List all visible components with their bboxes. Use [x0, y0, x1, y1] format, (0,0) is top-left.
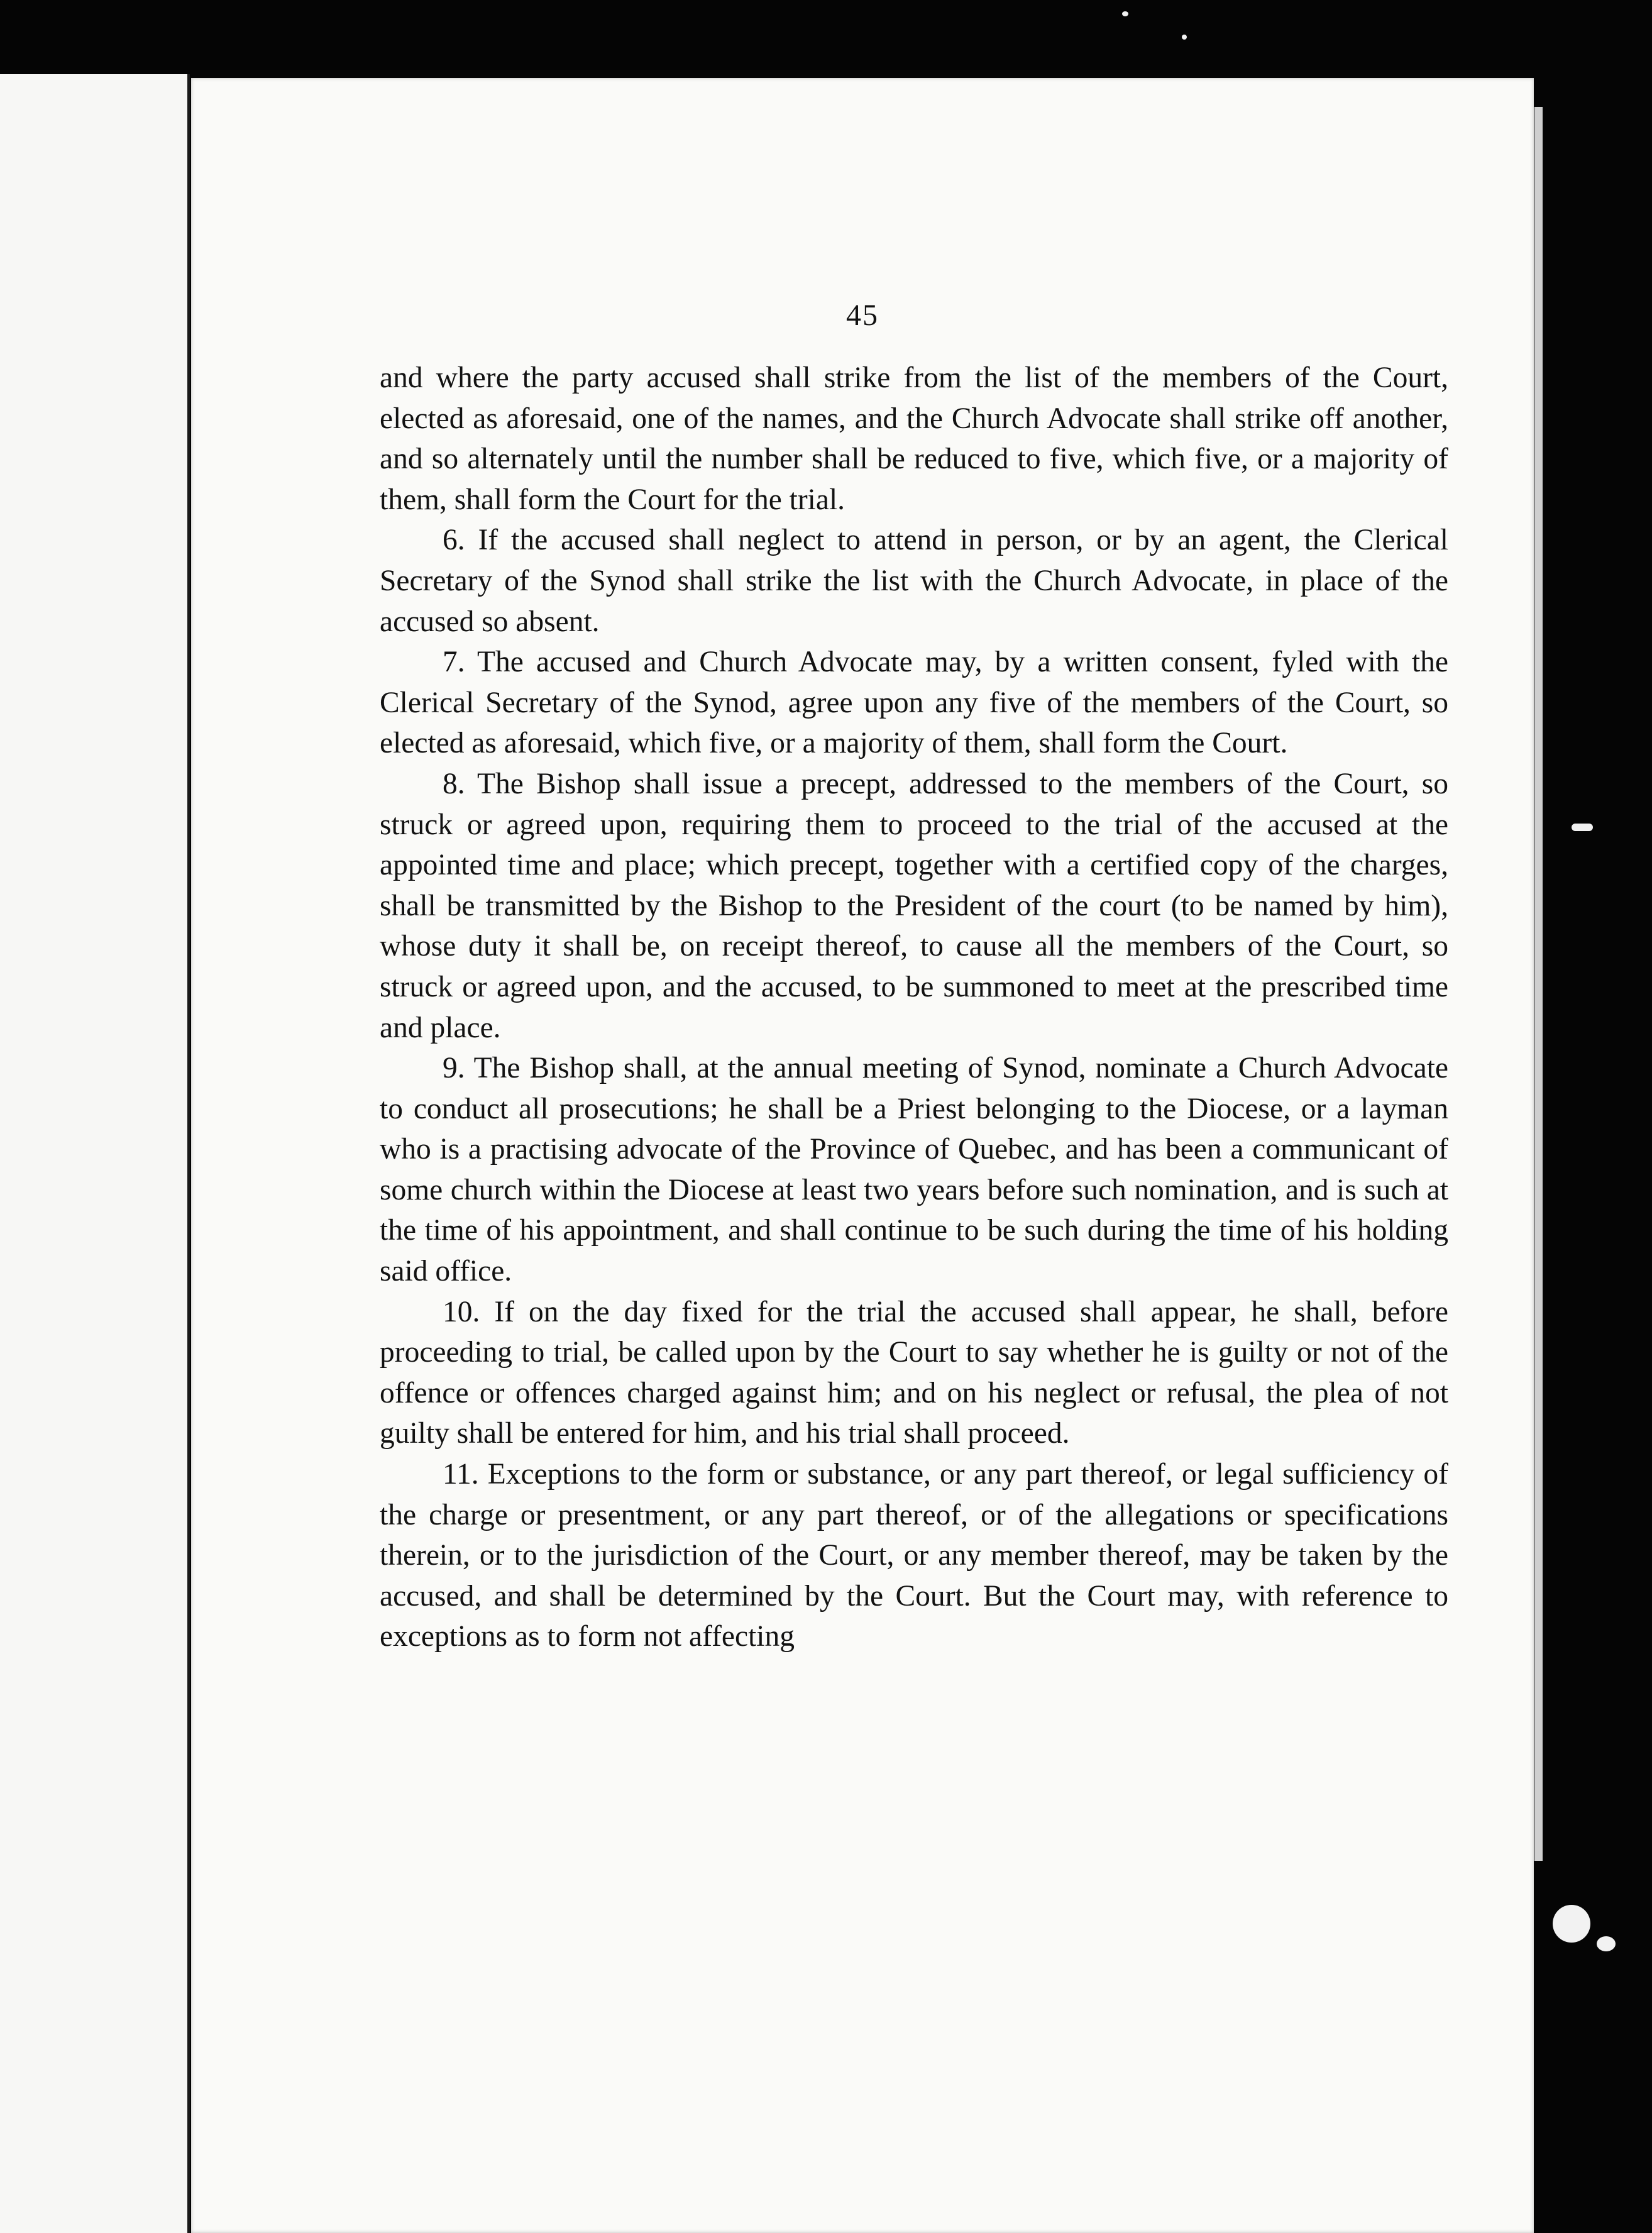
paragraph-7: 7. The accused and Church Advocate may, by a written consent, fyled with the Clerical Secretary of the Synod, agree upon any five of the members of the Court, so elected as aforesaid, which five, or a majority of them, shall form the Court. — [380, 646, 1448, 760]
film-speck — [1597, 1936, 1616, 1951]
paragraph-10: 10. If on the day fixed for the trial the accused shall appear, he shall, before proceeding to trial, be called upon by the Court to say whether he is guilty or not of the offence or offences charged against him; and on his neglect or refusal, the plea of not guilty shall be entered for him, and his trial shall proceed. — [380, 1295, 1448, 1450]
paragraph-11: 11. Exceptions to the form or substance, or any part thereof, or legal sufficiency of the charge or presentment, or any part thereof, or of the allegations or specifications therein, or to the jurisdiction of the Court, or any member thereof, may be taken by the accused, and shall be determined by the Court. But the Court may, with reference to exceptions as to form not affecting — [380, 1458, 1448, 1653]
film-speck — [1553, 1905, 1590, 1943]
paragraph-9: 9. The Bishop shall, at the annual meeting of Synod, nominate a Church Advocate to conduct all prosecutions; he shall be a Priest belonging to the Diocese, or a layman who is a practising advocate of the Province of Quebec, and has been a communicant of some church within the Diocese at least two years before such nomination, and is such at the time of his appointment, and shall continue to be such during the time of his holding said office. — [380, 1052, 1448, 1288]
paragraph-6: 6. If the accused shall neglect to attend in person, or by an agent, the Clerical Secretary of the Synod shall strike the list with the Church Advocate, in place of the accused so absent. — [380, 524, 1448, 638]
paragraph-continuation: and where the party accused shall strike from the list of the members of the Court, elected as aforesaid, one of the names, and the Church Advocate shall strike off another, and so alternately until the number shall be reduced to five, which five, or a majority of them, shall form the Court for the trial. — [380, 361, 1448, 516]
paragraph-8: 8. The Bishop shall issue a precept, addressed to the members of the Court, so struck or agreed upon, requiring them to proceed to the trial of the accused at the appointed time and place; which precept, together with a certified copy of the charges, shall be transmitted by the Bishop to the President of the court (to be named by him), whose duty it shall be, on receipt thereof, to cause all the members of the Court, so struck or agreed upon, and the accused, to be summoned to meet at the prescribed time and place. — [380, 767, 1448, 1044]
document-page — [191, 78, 1534, 2233]
page-number: 45 — [846, 299, 879, 332]
body-text — [380, 358, 1448, 1657]
film-speck — [1122, 11, 1128, 16]
page-thickness-edge — [1534, 107, 1543, 1861]
film-speck — [1182, 35, 1187, 40]
facing-page-edge — [0, 74, 190, 2233]
film-speck — [1572, 824, 1593, 831]
